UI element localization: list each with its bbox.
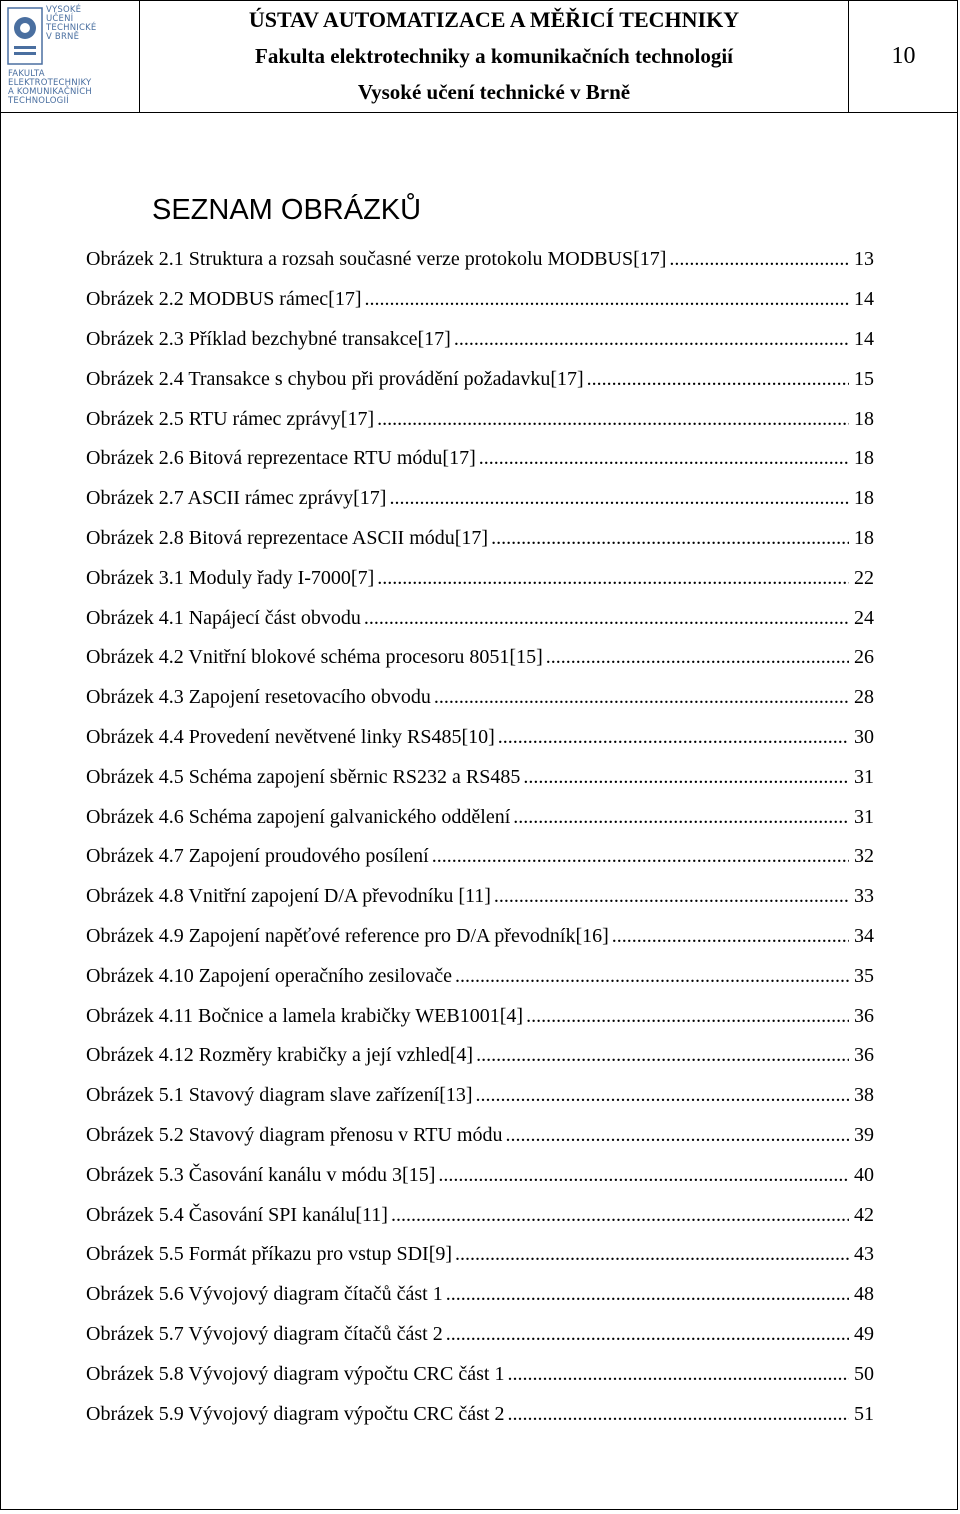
toc-entry[interactable]: [86, 439, 874, 479]
toc-entry-label: Obrázek 4.12 Rozměry krabičky a její vzhled[4]: [86, 1044, 474, 1067]
toc-entry-page: 32: [854, 845, 874, 868]
toc-entry[interactable]: [86, 1235, 874, 1275]
toc-entry-label: Obrázek 4.10 Zapojení operačního zesilovače: [86, 964, 452, 987]
toc-entry-page: 38: [854, 1084, 874, 1107]
toc-entry-label: Obrázek 5.2 Stavový diagram přenosu v RTU módu: [86, 1123, 503, 1146]
toc-entry[interactable]: [86, 1275, 874, 1315]
toc-leader-dots: [479, 447, 849, 470]
toc-leader-dots: [494, 885, 849, 908]
toc-entry-label: Obrázek 5.4 Časování SPI kanálu[11]: [86, 1203, 388, 1226]
toc-entry[interactable]: [86, 956, 874, 996]
toc-leader-dots: [434, 686, 849, 709]
toc-entry[interactable]: [86, 678, 874, 718]
toc-entry[interactable]: [86, 1036, 874, 1076]
toc-entry-page: 48: [854, 1283, 874, 1306]
toc-entry-label: Obrázek 2.2 MODBUS rámec[17]: [86, 288, 362, 311]
toc-leader-dots: [476, 1044, 849, 1067]
page-title: SEZNAM OBRÁZKŮ: [152, 194, 422, 226]
toc-entry[interactable]: [86, 519, 874, 559]
toc-leader-dots: [391, 1204, 849, 1227]
toc-entry[interactable]: [86, 996, 874, 1036]
toc-entry-label: Obrázek 2.3 Příklad bezchybné transakce[17]: [86, 327, 451, 350]
toc-entry-label: Obrázek 4.9 Zapojení napěťové reference pro D/A převodník[16]: [86, 924, 609, 947]
toc-entry-label: Obrázek 4.3 Zapojení resetovacího obvodu: [86, 686, 431, 709]
toc-entry-label: Obrázek 4.5 Schéma zapojení sběrnic RS232 a RS485: [86, 765, 521, 788]
toc-entry-label: Obrázek 2.4 Transakce s chybou při provádění požadavku[17]: [86, 367, 584, 390]
toc-leader-dots: [377, 567, 849, 590]
toc-entry-label: Obrázek 2.6 Bitová reprezentace RTU módu[17]: [86, 447, 476, 470]
toc-leader-dots: [389, 487, 849, 510]
list-of-figures: [86, 240, 874, 1434]
toc-entry-page: 15: [854, 367, 874, 390]
toc-leader-dots: [507, 1403, 849, 1426]
toc-leader-dots: [377, 408, 849, 431]
toc-entry-page: 28: [854, 686, 874, 709]
toc-entry-page: 18: [854, 526, 874, 549]
toc-leader-dots: [523, 766, 849, 789]
logo-text-bottom: FAKULTA ELEKTROTECHNIKY A KOMUNIKAČNÍCH TECHNOLOGIÍ: [8, 69, 92, 106]
toc-entry[interactable]: [86, 797, 874, 837]
toc-leader-dots: [669, 248, 849, 271]
toc-entry[interactable]: [86, 320, 874, 360]
toc-entry[interactable]: [86, 280, 874, 320]
toc-entry-page: 14: [854, 327, 874, 350]
toc-entry-label: Obrázek 4.1 Napájecí část obvodu: [86, 606, 361, 629]
toc-entry-label: Obrázek 2.8 Bitová reprezentace ASCII módu[17]: [86, 526, 489, 549]
institute-name: ÚSTAV AUTOMATIZACE A MĚŘICÍ TECHNIKY: [248, 7, 740, 32]
toc-entry-page: 35: [854, 964, 874, 987]
toc-entry-page: 34: [854, 924, 874, 947]
toc-leader-dots: [507, 1363, 849, 1386]
logo-text-top: VYSOKÉ UČENÍ TECHNICKÉ V BRNĚ: [46, 5, 97, 42]
page-number: 10: [848, 0, 958, 112]
toc-leader-dots: [438, 1164, 849, 1187]
toc-leader-dots: [513, 806, 849, 829]
toc-entry-label: Obrázek 4.11 Bočnice a lamela krabičky WEB1001[4]: [86, 1004, 524, 1027]
toc-leader-dots: [476, 1084, 849, 1107]
toc-leader-dots: [612, 925, 849, 948]
toc-entry-page: 49: [854, 1322, 874, 1345]
university-logo: [0, 0, 140, 112]
toc-entry-label: Obrázek 2.7 ASCII rámec zprávy[17]: [86, 487, 387, 510]
toc-leader-dots: [364, 607, 849, 630]
toc-leader-dots: [491, 527, 849, 550]
toc-entry-label: Obrázek 4.4 Provedení nevětvené linky RS485[10]: [86, 725, 495, 748]
toc-entry-page: 31: [854, 805, 874, 828]
toc-entry-label: Obrázek 5.5 Formát příkazu pro vstup SDI[9]: [86, 1243, 453, 1266]
toc-entry[interactable]: [86, 877, 874, 917]
toc-entry[interactable]: [86, 1116, 874, 1156]
faculty-name: Fakulta elektrotechniky a komunikačních technologií: [255, 44, 733, 68]
toc-entry-page: 18: [854, 487, 874, 510]
toc-entry-page: 36: [854, 1044, 874, 1067]
toc-entry-page: 33: [854, 885, 874, 908]
toc-entry-page: 31: [854, 765, 874, 788]
toc-entry-label: Obrázek 3.1 Moduly řady I-7000[7]: [86, 566, 375, 589]
logo-emblem-icon: [6, 6, 46, 66]
toc-entry[interactable]: [86, 638, 874, 678]
toc-entry-page: 26: [854, 646, 874, 669]
toc-entry-page: 18: [854, 407, 874, 430]
toc-leader-dots: [432, 845, 849, 868]
toc-entry-page: 50: [854, 1362, 874, 1385]
toc-entry-page: 39: [854, 1123, 874, 1146]
toc-entry-page: 30: [854, 725, 874, 748]
toc-leader-dots: [455, 1243, 849, 1266]
toc-entry-page: 24: [854, 606, 874, 629]
toc-entry-label: Obrázek 5.8 Vývojový diagram výpočtu CRC část 1: [86, 1362, 505, 1385]
page-header: [0, 0, 958, 113]
toc-entry-label: Obrázek 5.9 Vývojový diagram výpočtu CRC část 2: [86, 1402, 505, 1425]
toc-leader-dots: [364, 288, 849, 311]
toc-entry[interactable]: [86, 837, 874, 877]
toc-leader-dots: [546, 646, 849, 669]
toc-entry[interactable]: [86, 558, 874, 598]
toc-leader-dots: [454, 328, 849, 351]
toc-entry-label: Obrázek 4.2 Vnitřní blokové schéma procesoru 8051[15]: [86, 646, 543, 669]
toc-entry-label: Obrázek 5.3 Časování kanálu v módu 3[15]: [86, 1163, 436, 1186]
toc-entry[interactable]: [86, 399, 874, 439]
toc-entry-label: Obrázek 5.1 Stavový diagram slave zařízení[13]: [86, 1084, 473, 1107]
toc-entry-page: 14: [854, 288, 874, 311]
toc-entry-page: 42: [854, 1203, 874, 1226]
toc-leader-dots: [506, 1124, 850, 1147]
toc-entry-page: 22: [854, 566, 874, 589]
toc-leader-dots: [455, 965, 849, 988]
toc-entry-label: Obrázek 2.5 RTU rámec zprávy[17]: [86, 407, 375, 430]
toc-entry[interactable]: [86, 917, 874, 957]
toc-entry[interactable]: [86, 1076, 874, 1116]
toc-entry-page: 51: [854, 1402, 874, 1425]
toc-entry-label: Obrázek 4.7 Zapojení proudového posílení: [86, 845, 429, 868]
toc-leader-dots: [446, 1323, 849, 1346]
toc-entry[interactable]: [86, 1354, 874, 1394]
header-titles: [140, 0, 848, 112]
toc-entry-label: Obrázek 5.7 Vývojový diagram čítačů část 2: [86, 1322, 443, 1345]
toc-entry[interactable]: [86, 1394, 874, 1434]
toc-entry-label: Obrázek 4.6 Schéma zapojení galvanického oddělení: [86, 805, 511, 828]
toc-leader-dots: [526, 1005, 849, 1028]
toc-entry-label: Obrázek 2.1 Struktura a rozsah současné verze protokolu MODBUS[17]: [86, 248, 667, 271]
toc-entry-page: 18: [854, 447, 874, 470]
toc-entry[interactable]: [86, 1315, 874, 1355]
toc-entry-page: 40: [854, 1163, 874, 1186]
toc-leader-dots: [446, 1283, 849, 1306]
toc-entry-page: 36: [854, 1004, 874, 1027]
toc-leader-dots: [587, 368, 849, 391]
toc-leader-dots: [498, 726, 849, 749]
toc-entry[interactable]: [86, 359, 874, 399]
toc-entry[interactable]: [86, 1155, 874, 1195]
toc-entry[interactable]: [86, 479, 874, 519]
toc-entry[interactable]: [86, 757, 874, 797]
toc-entry-page: 13: [854, 248, 874, 271]
toc-entry[interactable]: [86, 240, 874, 280]
toc-entry-label: Obrázek 4.8 Vnitřní zapojení D/A převodníku [11]: [86, 885, 491, 908]
university-name: Vysoké učení technické v Brně: [357, 80, 631, 104]
toc-entry-label: Obrázek 5.6 Vývojový diagram čítačů část 1: [86, 1283, 443, 1306]
toc-entry[interactable]: [86, 1195, 874, 1235]
toc-entry-page: 43: [854, 1243, 874, 1266]
toc-entry[interactable]: [86, 718, 874, 758]
toc-entry[interactable]: [86, 598, 874, 638]
